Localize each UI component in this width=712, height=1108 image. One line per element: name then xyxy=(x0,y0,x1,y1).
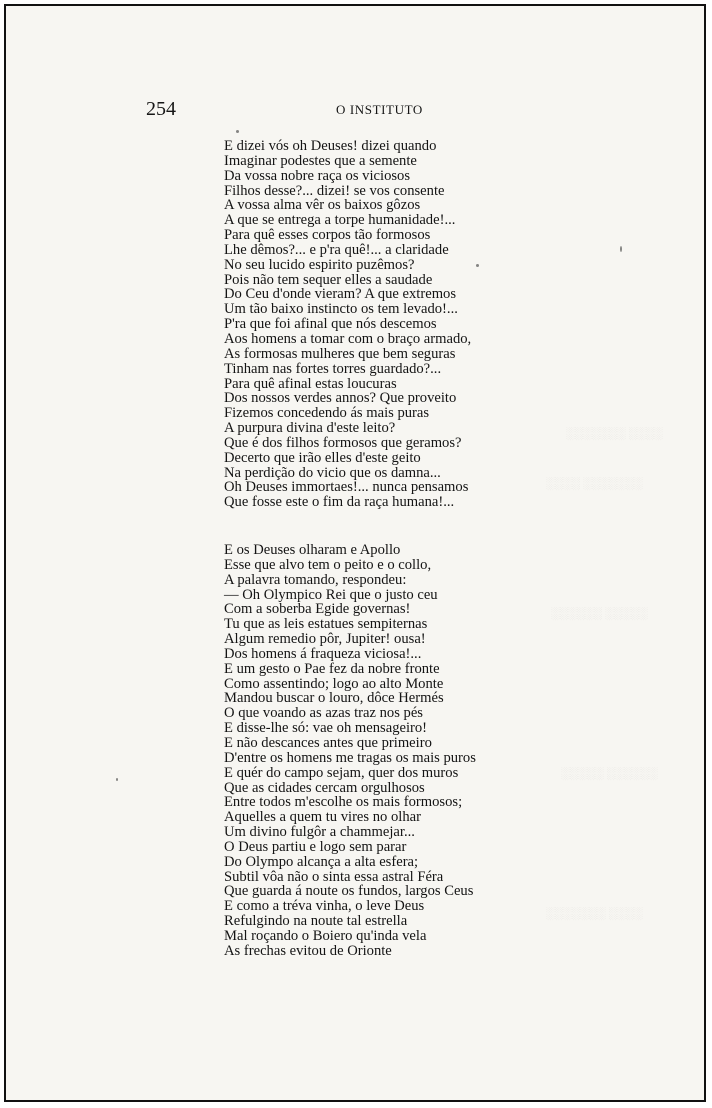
poem-line: Refulgindo na noute tal estrella xyxy=(224,913,408,930)
poem-line: — Oh Olympico Rei que o justo ceu xyxy=(224,586,438,603)
poem-line: Entre todos m'escolhe os mais formosos; xyxy=(224,794,463,811)
poem-line: Um divino fulgôr a chammejar... xyxy=(224,824,415,841)
poem-line: O Deus partiu e logo sem parar xyxy=(224,838,407,855)
poem-line: Lhe dêmos?... e p'ra quê!... a claridade xyxy=(224,241,449,258)
poem-line: Decerto que irão elles d'este geito xyxy=(224,449,421,466)
show-through-text: ░░░░░░░ ░░░░ xyxy=(566,426,663,440)
poem-line: E disse-lhe só: vae oh mensageiro! xyxy=(224,720,428,737)
ink-speck xyxy=(236,130,239,133)
poem-line: Dos homens á fraqueza viciosa!... xyxy=(224,645,422,662)
poem-line: Que guarda á noute os fundos, largos Ceus xyxy=(224,883,474,900)
page-number: 254 xyxy=(146,98,176,120)
poem-line: A vossa alma vêr os baixos gôzos xyxy=(224,197,421,214)
poem-line: E não descances antes que primeiro xyxy=(224,734,432,751)
poem-line: As formosas mulheres que bem seguras xyxy=(224,345,456,362)
poem-line: Oh Deuses immortaes!... nunca pensamos xyxy=(224,479,469,496)
ink-speck xyxy=(116,778,118,781)
poem-line: E os Deuses olharam e Apollo xyxy=(224,542,401,558)
poem-line: Fizemos concedendo ás mais puras xyxy=(224,405,430,422)
poem-line: As frechas evitou de Orionte xyxy=(224,942,392,959)
poem-line: Aquelles a quem tu vires no olhar xyxy=(224,809,421,826)
poem-line: D'entre os homens me tragas os mais puros xyxy=(224,749,476,766)
book-page xyxy=(4,4,706,1102)
poem-line: Para quê afinal estas loucuras xyxy=(224,375,397,392)
poem-line: O que voando as azas traz nos pés xyxy=(224,705,423,722)
poem-line: Subtil vôa não o sinta essa astral Féra xyxy=(224,868,444,885)
poem-line: Com a soberba Egide governas! xyxy=(224,601,411,618)
poem-line: A que se entrega a torpe humanidade!... xyxy=(224,212,456,229)
show-through-text: ░░░░ ░░░░░░░ xyxy=(546,476,643,490)
poem-line: Que as cidades cercam orgulhosos xyxy=(224,779,425,796)
poem-line: Como assentindo; logo ao alto Monte xyxy=(224,675,444,692)
poem-line: Dos nossos verdes annos? Que proveito xyxy=(224,390,457,407)
poem-line: Tinham nas fortes torres guardado?... xyxy=(224,360,442,377)
running-title: O INSTITUTO xyxy=(336,102,423,117)
poem-line: Filhos desse?... dizei! se vos consente xyxy=(224,182,445,199)
poem-line: Na perdição do vicio que os damna... xyxy=(224,464,441,481)
poem-line: Que fosse este o fim da raça humana!... xyxy=(224,494,455,511)
poem-line: Mandou buscar o louro, dôce Hermés xyxy=(224,690,444,707)
poem-line: Esse que alvo tem o peito e o collo, xyxy=(224,556,432,573)
show-through-text: ░░░░░░ ░░░░░ xyxy=(551,606,648,620)
poem-line: P'ra que foi afinal que nós descemos xyxy=(224,316,437,333)
poem-line: A palavra tomando, respondeu: xyxy=(224,571,407,588)
show-through-text: ░░░░░░░ ░░░░ xyxy=(546,906,643,920)
poem-line: A purpura divina d'este leito? xyxy=(224,420,396,437)
ink-speck xyxy=(620,246,622,252)
poem-line: Algum remedio pôr, Jupiter! ousa! xyxy=(224,631,426,648)
poem-line: E quér do campo sejam, quer dos muros xyxy=(224,764,459,781)
ink-speck xyxy=(476,264,479,267)
poem-stanza xyxy=(224,139,471,510)
poem-line: E como a tréva vinha, o leve Deus xyxy=(224,898,425,915)
poem-line: Do Ceu d'onde vieram? A que extremos xyxy=(224,286,457,303)
poem-line: Tu que as leis estatues sempiternas xyxy=(224,616,428,633)
poem-line: Do Olympo alcança a alta esfera; xyxy=(224,853,419,870)
poem-stanza xyxy=(224,543,476,959)
poem-line: Da vossa nobre raça os viciosos xyxy=(224,167,411,184)
poem-line: No seu lucido espirito puzêmos? xyxy=(224,256,415,273)
poem-line: Que é dos filhos formosos que geramos? xyxy=(224,434,462,451)
show-through-text: ░░░░░ ░░░░░░ xyxy=(561,766,658,780)
poem-line: Mal roçando o Boiero qu'inda vela xyxy=(224,927,427,944)
poem-line: E dizei vós oh Deuses! dizei quando xyxy=(224,138,437,154)
poem-line: Aos homens a tomar com o braço armado, xyxy=(224,330,472,347)
poem-line: Imaginar podestes que a semente xyxy=(224,152,417,169)
poem-line: E um gesto o Pae fez da nobre fronte xyxy=(224,660,440,677)
poem-line: Um tão baixo instincto os tem levado!... xyxy=(224,301,458,318)
poem-line: Pois não tem sequer elles a saudade xyxy=(224,271,433,288)
poem-line: Para quê esses corpos tão formosos xyxy=(224,227,431,244)
